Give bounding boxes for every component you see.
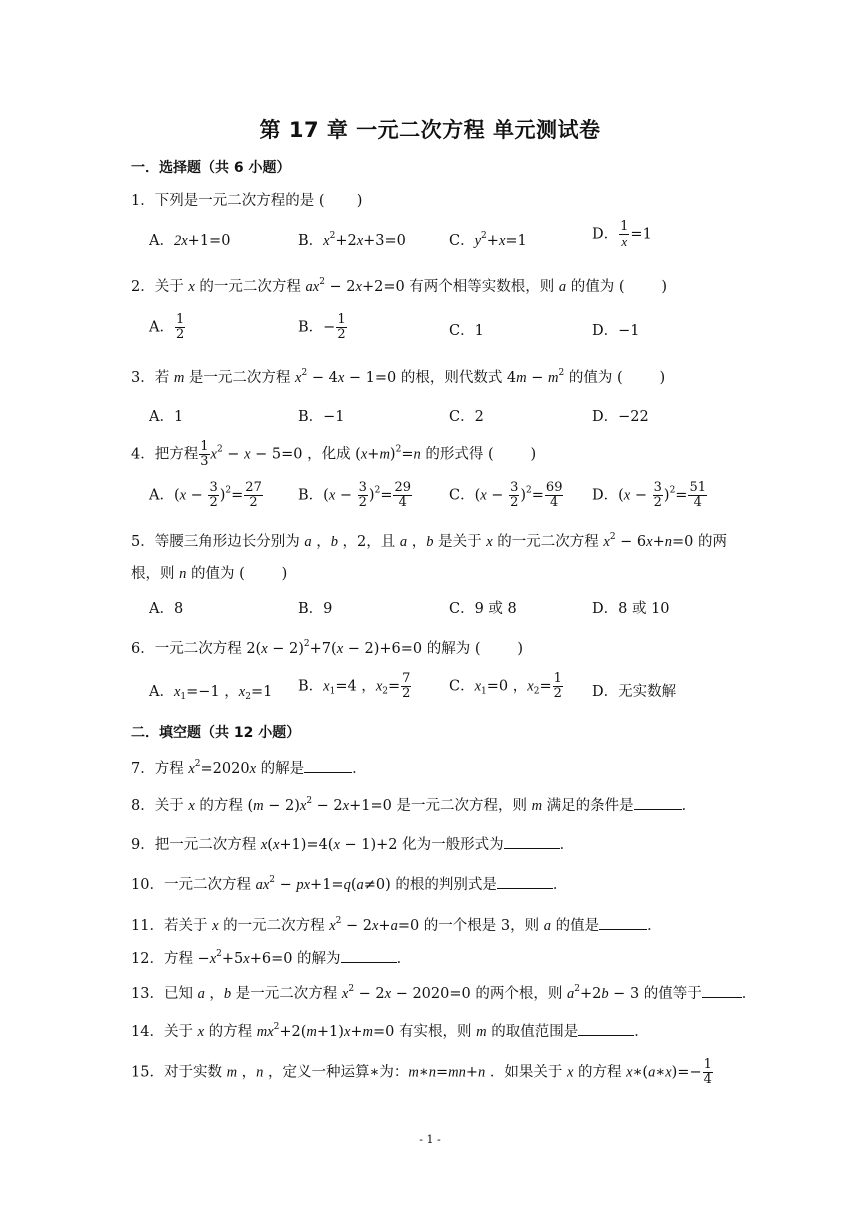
question-4: 4．把方程 $\frac{1}{3}$ $x^2 - x - 5=0$ ，化成 $(x+m)^2=n$ 的形式得 ( ): [131, 439, 537, 469]
question-6: 6．一元二次方程 $2(x - 2)^2+7(x - 2)+6=0$ 的解为 ( ): [131, 639, 524, 657]
q4-option-b: B．(x − $\frac{3}{2}$ )$^2$= $\frac{29}{4}$: [298, 480, 412, 510]
q5-option-d: D．8 或 10: [592, 601, 670, 617]
q4-option-a: A．(x − $\frac{3}{2}$ )$^2$= $\frac{27}{2}$: [149, 480, 262, 510]
q3-option-a: A．1: [149, 409, 184, 425]
question-8: 8．关于 x 的方程 $(m - 2)x^2 - 2x+1=0$ 是一元二次方程，则 m 满足的条件是 ．: [131, 796, 697, 814]
q2-option-c: C．1: [449, 323, 484, 339]
question-12: 12．方程 $-x^2+5x+6=0$ 的解为 ．: [131, 949, 412, 967]
section-heading-fill: 二．填空题（共 12 小题）: [131, 725, 301, 741]
q3-option-c: C．2: [449, 409, 484, 425]
q6-option-c: C．$x_1=0$ ，$x_2=$ $\frac{1}{2}$: [449, 671, 562, 701]
q2-option-a: A． $\frac{1}{2}$: [149, 312, 185, 342]
q4-option-d: D．(x − $\frac{3}{2}$ )$^2$= $\frac{51}{4}$: [592, 480, 706, 510]
question-5-line-1: 5．等腰三角形边长分别为 a ，b ，2，且 a ，b 是关于 x 的一元二次方程 $x^2 - 6x+n=0$ 的两: [131, 532, 727, 550]
q6-option-b: B．$x_1=4$ ，$x_2=$ $\frac{7}{2}$: [298, 671, 411, 701]
q5-option-b: B．9: [298, 601, 333, 617]
question-3: 3．若 m 是一元二次方程 $x^2 - 4x - 1=0$ 的根，则代数式 $4m - m^2$ 的值为 ( ): [131, 368, 666, 386]
question-1: 1．下列是一元二次方程的是 ( ): [131, 193, 363, 209]
q1-option-d: D． $\frac{1}{x}$ =1: [592, 219, 652, 249]
question-14: 14．关于 x 的方程 $mx^2+2(m+1)x+m=0$ 有实根，则 m 的取值范围是 ．: [131, 1022, 649, 1040]
q1-option-a: A．2x+1=0: [149, 233, 231, 249]
q1-option-c: C．$y^2+x=1$: [449, 231, 527, 249]
q2-option-d: D．−1: [592, 323, 640, 339]
q1-option-b: B．$x^2+2x+3=0$: [298, 231, 406, 249]
question-9: 9．把一元二次方程 x(x+1)=4(x − 1)+2 化为一般形式为 ．: [131, 837, 575, 853]
question-10: 10．一元二次方程 $ax^2 - px+1=q(a\ne 0)$ 的根的判别式是 ．: [131, 875, 568, 893]
section-heading-choice: 一．选择题（共 6 小题）: [131, 160, 291, 176]
question-15: 15．对于实数 m ，n ，定义一种运算∗为：m∗n=mn+n ．如果关于 x 的方程 x∗(a∗x)=− $\frac{1}{4}$: [131, 1057, 712, 1087]
q3-option-b: B．−1: [298, 409, 345, 425]
q2-option-b: B．− $\frac{1}{2}$: [298, 312, 346, 342]
q6-option-d: D．无实数解: [592, 684, 677, 700]
question-7: 7．方程 $x^2=2020x$ 的解是 ．: [131, 759, 367, 777]
q5-option-a: A．8: [149, 601, 184, 617]
q6-option-a: A．$x_1=-1$ ，$x_2=1$: [149, 684, 273, 702]
question-11: 11．若关于 x 的一元二次方程 $x^2 - 2x+a=0$ 的一个根是 3，则 a 的值是 ．: [131, 916, 662, 934]
q3-option-d: D．−22: [592, 409, 649, 425]
q5-option-c: C．9 或 8: [449, 601, 517, 617]
question-2: 2．关于 x 的一元二次方程 $ax^2 - 2x+2=0$ 有两个相等实数根，则 a 的值为 ( ): [131, 277, 668, 295]
question-13: 13．已知 a ，b 是一元二次方程 $x^2 - 2x - 2020=0$ 的两个根，则 $a^2+2b - 3$ 的值等于 ．: [131, 984, 757, 1002]
page-number: - 1 -: [419, 1133, 441, 1146]
question-5-line-2: 根，则 n 的值为 ( ): [131, 566, 288, 582]
q4-option-c: C．(x − $\frac{3}{2}$ )$^2$= $\frac{69}{4}$: [449, 480, 563, 510]
document-title: 第 17 章 一元二次方程 单元测试卷: [259, 118, 601, 142]
